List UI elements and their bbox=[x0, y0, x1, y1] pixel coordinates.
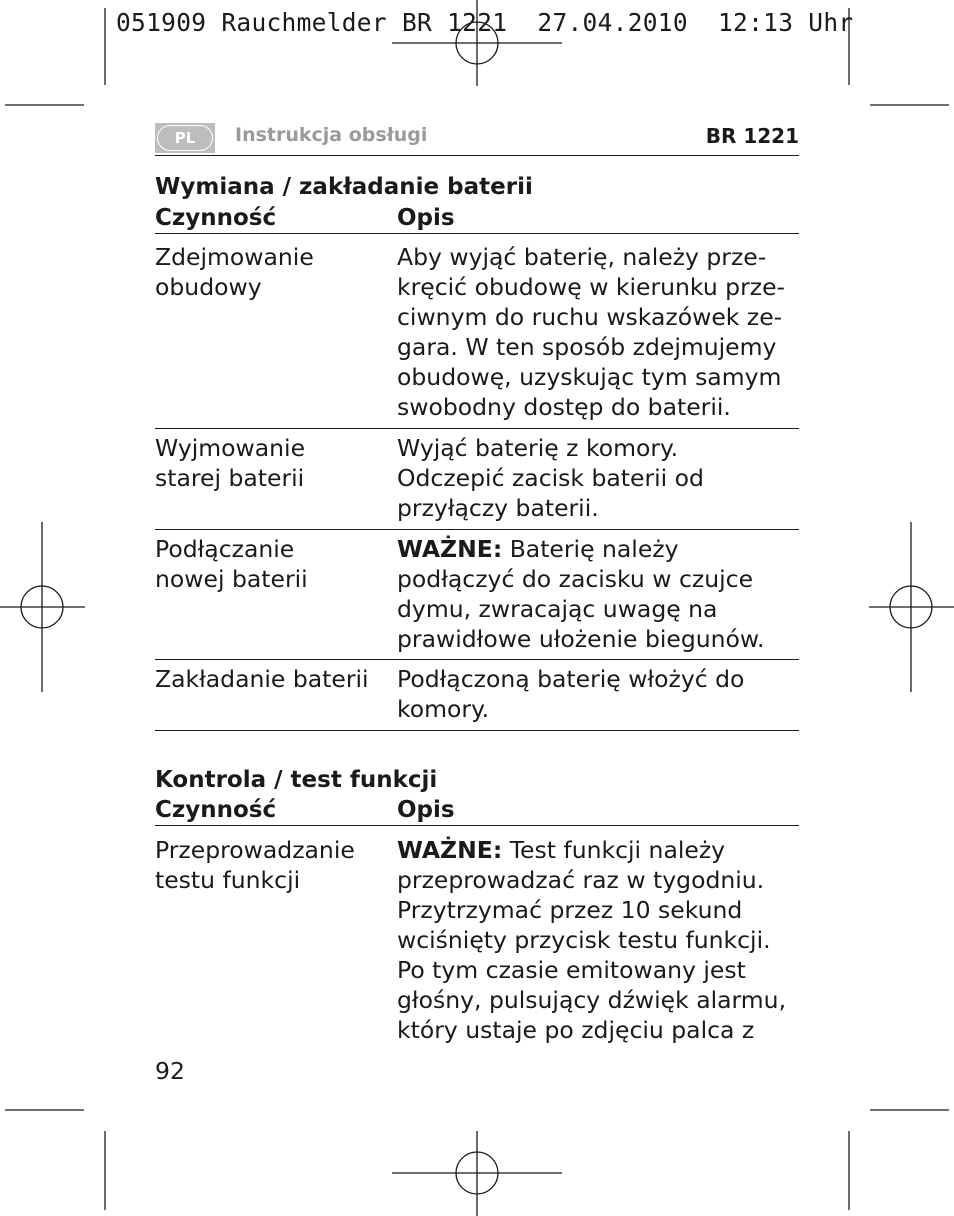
row-action: Zdejmowanie obudowy bbox=[155, 243, 314, 301]
row-action: Podłączanie nowej baterii bbox=[155, 535, 308, 593]
header-model: BR 1221 bbox=[705, 124, 799, 148]
important-label: WAŻNE: bbox=[397, 535, 503, 563]
table-row bbox=[155, 660, 799, 731]
running-header bbox=[155, 121, 799, 156]
header-title: Instrukcja obsługi bbox=[235, 124, 428, 146]
section-title-function-test: Kontrola / test funkcji bbox=[155, 767, 438, 793]
table-header-battery bbox=[155, 203, 799, 234]
row-description: Wyjąć baterię z komory. Odczepić zacisk baterii od przyłączy baterii. bbox=[397, 434, 704, 522]
row-description: Podłączoną baterię włożyć do komory. bbox=[397, 665, 745, 723]
registration-mark-top bbox=[392, 0, 562, 86]
row-description-text: Test funkcji należy przeprowadzać raz w tygodniu. Przytrzymać przez 10 sekund wciśnięty przycisk testu funkcji. Po tym czasie emitowany jest głośny, pulsujący dźwięk alarmu, który ustaje po zdjęciu palca z bbox=[397, 836, 787, 1044]
row-description-text: Baterię należy podłączyć do zacisku w czujce dymu, zwracając uwagę na prawidłowe ułożenie biegunów. bbox=[397, 535, 765, 653]
column-header-action: Czynność bbox=[155, 797, 277, 823]
table-header-function-test bbox=[155, 795, 799, 826]
registration-mark-bottom bbox=[392, 1131, 562, 1216]
table-row bbox=[155, 530, 799, 660]
table-row bbox=[155, 831, 799, 1051]
registration-mark-left bbox=[0, 522, 85, 692]
registration-mark-right bbox=[869, 522, 954, 692]
table-row bbox=[155, 429, 799, 530]
column-header-description: Opis bbox=[397, 797, 455, 823]
row-description: Aby wyjąć baterię, należy prze- kręcić obudowę w kierunku prze- ciwnym do ruchu wskazówek ze- gara. W ten sposób zdejmujemy obudowę, uzyskując tym samym swobodny dostęp do baterii. bbox=[397, 243, 786, 421]
language-badge bbox=[155, 123, 215, 153]
language-badge-label: PL bbox=[157, 125, 213, 151]
page-number: 92 bbox=[155, 1057, 185, 1085]
section-title-battery: Wymiana / zakładanie baterii bbox=[155, 174, 533, 200]
row-action: Zakładanie baterii bbox=[155, 665, 369, 693]
table-row bbox=[155, 238, 799, 429]
row-description bbox=[397, 835, 799, 1045]
important-label: WAŻNE: bbox=[397, 836, 503, 864]
row-action: Wyjmowanie starej baterii bbox=[155, 434, 306, 492]
row-action: Przeprowadzanie testu funkcji bbox=[155, 836, 355, 894]
column-header-description: Opis bbox=[397, 205, 455, 231]
row-description bbox=[397, 534, 799, 654]
column-header-action: Czynność bbox=[155, 205, 277, 231]
print-slug-text: 051909 Rauchmelder BR 1221 27.04.2010 12:13 Uhr bbox=[116, 8, 854, 37]
